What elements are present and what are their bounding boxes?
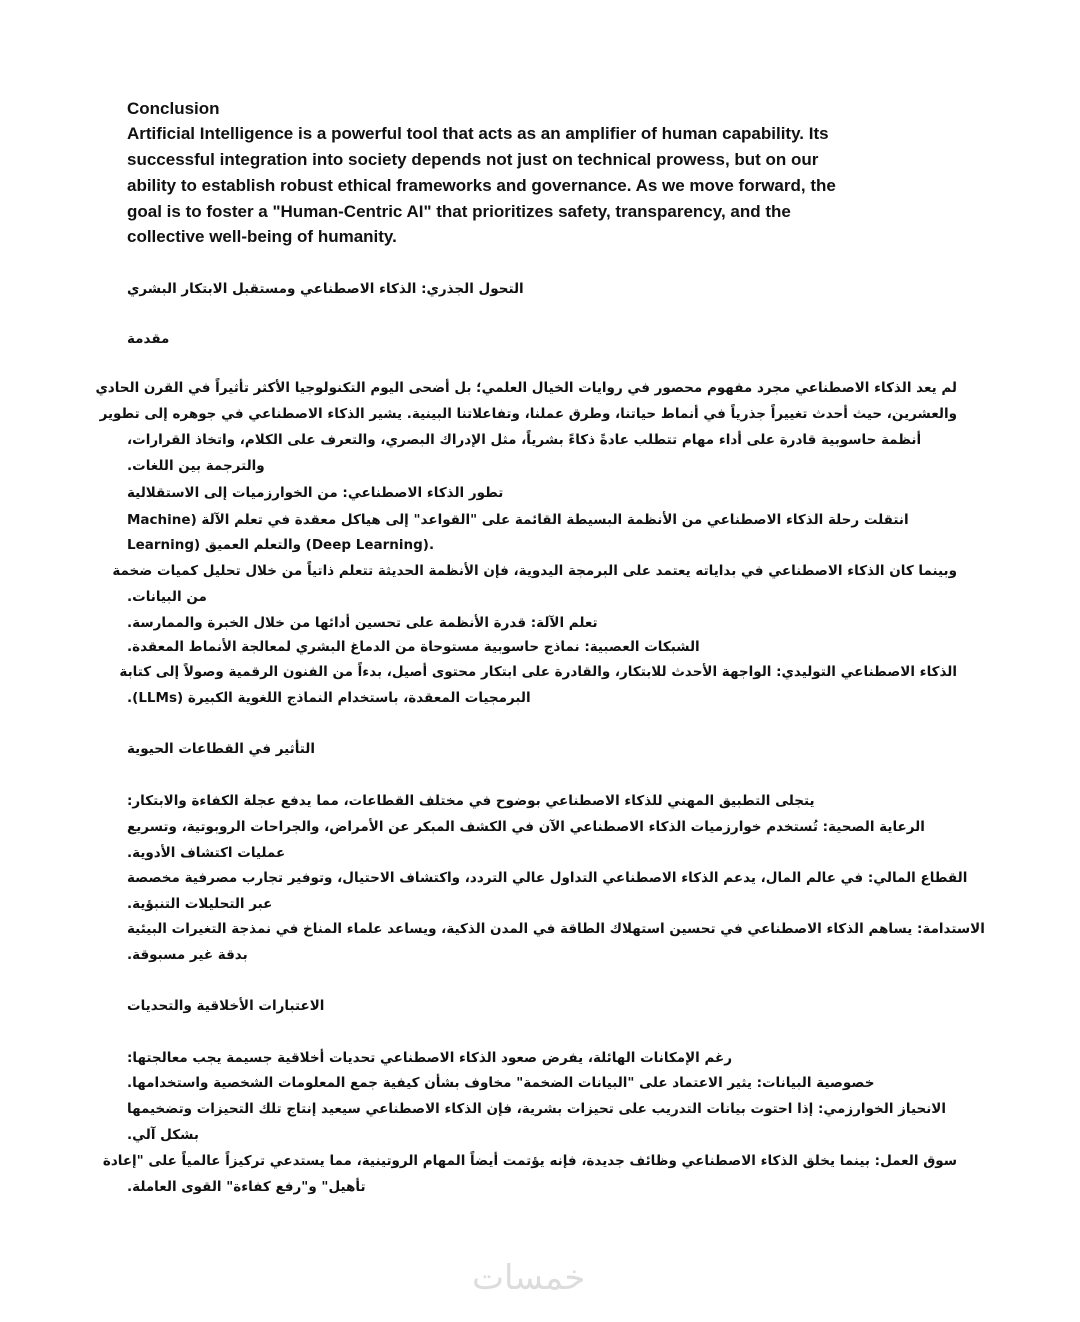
intro-line: Learning) والتعلم العميق (Deep Learning). [127,537,435,553]
conclusion-line: collective well-being of humanity. [127,227,397,246]
ethics-line: رغم الإمكانات الهائلة، يفرض صعود الذكاء الاصطناعي تحديات أخلاقية جسيمة يجب معالجتها: [127,1050,733,1066]
ethics-line: سوق العمل: بينما يخلق الذكاء الاصطناعي وظائف جديدة، فإنه يؤتمت أيضاً المهام الروتينية، مما يستدعي تركيزاً عالمياً على "إعادة [102,1153,957,1169]
ethics-heading: الاعتبارات الأخلاقية والتحديات [127,998,325,1014]
evolution-heading: تطور الذكاء الاصطناعي: من الخوارزميات إلى الاستقلالية [127,485,504,501]
intro-line: الذكاء الاصطناعي التوليدي: الواجهة الأحدث للابتكار، والقادرة على ابتكار محتوى أصيل، بدءاً من الفنون الرقمية وصولاً إلى كتابة [119,664,957,680]
conclusion-line: successful integration into society depends not just on technical prowess, but on our [127,150,819,169]
ethics-line: الانحياز الخوارزمي: إذا احتوت بيانات التدريب على تحيزات بشرية، فإن الذكاء الاصطناعي سيعيد إنتاج تلك التحيزات وتضخيمها [127,1101,946,1117]
sectors-line: عمليات اكتشاف الأدوية. [127,845,286,861]
sectors-line: عبر التحليلات التنبؤية. [127,896,273,912]
intro-line: والترجمة بين اللغات. [127,458,265,474]
conclusion-line: ability to establish robust ethical frameworks and governance. As we move forward, the [127,176,836,195]
sectors-heading: التأثير في القطاعات الحيوية [127,741,315,757]
intro-line: والعشرين، حيث أحدث تغييراً جذرياً في أنماط حياتنا، وطرق عملنا، وتفاعلاتنا البينية. يشير الذكاء الاصطناعي في جوهره إلى تطوير [99,406,957,422]
intro-line: الشبكات العصبية: نماذج حاسوبية مستوحاة من الدماغ البشري لمعالجة الأنماط المعقدة. [127,639,700,655]
ethics-line: خصوصية البيانات: يثير الاعتماد على "البيانات الضخمة" مخاوف بشأن كيفية جمع المعلومات الشخصية واستخدامها. [127,1075,875,1091]
intro-line: لم يعد الذكاء الاصطناعي مجرد مفهوم محصور في روايات الخيال العلمي؛ بل أضحى اليوم التكنولوجيا الأكثر تأثيراً في القرن الحادي [95,380,957,396]
ethics-line: تأهيل" و"رفع كفاءة" القوى العاملة. [127,1179,366,1195]
sectors-line: يتجلى التطبيق المهني للذكاء الاصطناعي بوضوح في مختلف القطاعات، مما يدفع عجلة الكفاءة والابتكار: [127,793,815,809]
ethics-line: بشكل آلي. [127,1127,199,1143]
conclusion-line: goal is to foster a "Human-Centric AI" that prioritizes safety, transparency, and the [127,202,791,221]
sectors-line: الاستدامة: يساهم الذكاء الاصطناعي في تحسين استهلاك الطاقة في المدن الذكية، ويساعد علماء المناخ في نمذجة التغيرات البيئية [127,921,985,937]
intro-line: البرمجيات المعقدة، باستخدام النماذج اللغوية الكبيرة (LLMs). [127,690,531,706]
khamsat-watermark-logo: خمسات [472,1258,586,1298]
sectors-line: القطاع المالي: في عالم المال، يدعم الذكاء الاصطناعي التداول عالي التردد، واكتشاف الاحتيال، وتوفير تجارب مصرفية مخصصة [127,870,968,886]
intro-line: تعلم الآلة: قدرة الأنظمة على تحسين أدائها من خلال الخبرة والممارسة. [127,615,598,631]
arabic-title: التحول الجذري: الذكاء الاصطناعي ومستقبل الابتكار البشري [127,281,524,297]
sectors-line: الرعاية الصحية: تُستخدم خوارزميات الذكاء الاصطناعي الآن في الكشف المبكر عن الأمراض، والجراحات الروبوتية، وتسريع [127,819,925,835]
intro-line: من البيانات. [127,589,207,605]
intro-line: أنظمة حاسوبية قادرة على أداء مهام تتطلب عادةً ذكاءً بشرياً، مثل الإدراك البصري، والتعرف على الكلام، واتخاذ القرارات، [127,432,922,448]
conclusion-line: Artificial Intelligence is a powerful tool that acts as an amplifier of human capability. Its [127,124,829,143]
intro-line: وبينما كان الذكاء الاصطناعي في بداياته يعتمد على البرمجة اليدوية، فإن الأنظمة الحديثة تتعلم ذاتياً من خلال تحليل كميات ضخمة [112,563,957,579]
intro-heading: مقدمة [127,331,170,347]
sectors-line: بدقة غير مسبوقة. [127,947,248,963]
conclusion-title: Conclusion [127,99,220,118]
intro-line: انتقلت رحلة الذكاء الاصطناعي من الأنظمة البسيطة القائمة على "القواعد" إلى هياكل معقدة في تعلم الآلة (Machine [127,512,909,528]
